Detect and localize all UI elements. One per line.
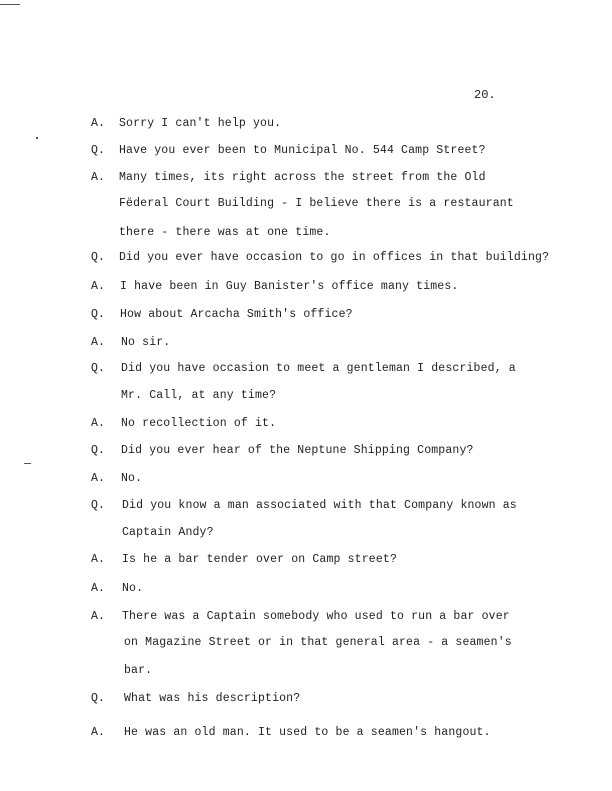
line-text: No recollection of it. bbox=[121, 417, 277, 430]
page-number: 20. bbox=[474, 88, 496, 102]
speaker-label: A. bbox=[91, 280, 106, 293]
speaker-label: Q. bbox=[91, 692, 106, 705]
scan-mark-left bbox=[36, 137, 38, 139]
line-text: What was his description? bbox=[124, 692, 301, 705]
speaker-label: Q. bbox=[91, 362, 106, 375]
speaker-label: A. bbox=[91, 610, 106, 623]
line-text: No sir. bbox=[121, 336, 171, 349]
line-text: No. bbox=[121, 472, 143, 485]
line-text: Captain Andy? bbox=[122, 526, 214, 539]
line-text: I have been in Guy Banister's office many times. bbox=[120, 280, 459, 293]
line-text: there - there was at one time. bbox=[119, 226, 331, 239]
line-text: Mr. Call, at any time? bbox=[121, 389, 277, 402]
line-text: Did you know a man associated with that Company known as bbox=[122, 499, 517, 512]
line-text: Sorry I can't help you. bbox=[119, 117, 282, 130]
speaker-label: A. bbox=[91, 171, 106, 184]
speaker-label: Q. bbox=[91, 444, 106, 457]
line-text: Did you have occasion to meet a gentleman I described, a bbox=[121, 362, 516, 375]
speaker-label: A. bbox=[91, 336, 106, 349]
line-text: Did you ever hear of the Neptune Shipping Company? bbox=[121, 444, 474, 457]
speaker-label: Q. bbox=[91, 308, 106, 321]
line-text: There was a Captain somebody who used to run a bar over bbox=[122, 610, 510, 623]
line-text: Many times, its right across the street from the Old bbox=[119, 171, 486, 184]
speaker-label: A. bbox=[91, 553, 106, 566]
line-text: Is he a bar tender over on Camp street? bbox=[122, 553, 397, 566]
speaker-label: Q. bbox=[91, 144, 106, 157]
line-text: How about Arcacha Smith's office? bbox=[120, 308, 353, 321]
line-text: on Magazine Street or in that general area - a seamen's bbox=[124, 636, 512, 649]
speaker-label: A. bbox=[91, 117, 106, 130]
speaker-label: A. bbox=[91, 472, 106, 485]
line-text: Have you ever been to Municipal No. 544 Camp Street? bbox=[119, 144, 486, 157]
scan-mark-left-lower bbox=[24, 463, 31, 464]
line-text: No. bbox=[122, 582, 144, 595]
line-text: He was an old man. It used to be a seamen's hangout. bbox=[124, 726, 491, 739]
speaker-label: A. bbox=[91, 417, 106, 430]
speaker-label: A. bbox=[91, 582, 106, 595]
line-text: Fëderal Court Building - I believe there is a restaurant bbox=[119, 197, 514, 210]
speaker-label: Q. bbox=[91, 251, 106, 264]
scan-mark-top-left bbox=[0, 4, 20, 5]
speaker-label: Q. bbox=[91, 499, 106, 512]
line-text: Did you ever have occasion to go in offices in that building? bbox=[119, 251, 550, 264]
speaker-label: A. bbox=[91, 726, 106, 739]
line-text: bar. bbox=[124, 664, 153, 677]
